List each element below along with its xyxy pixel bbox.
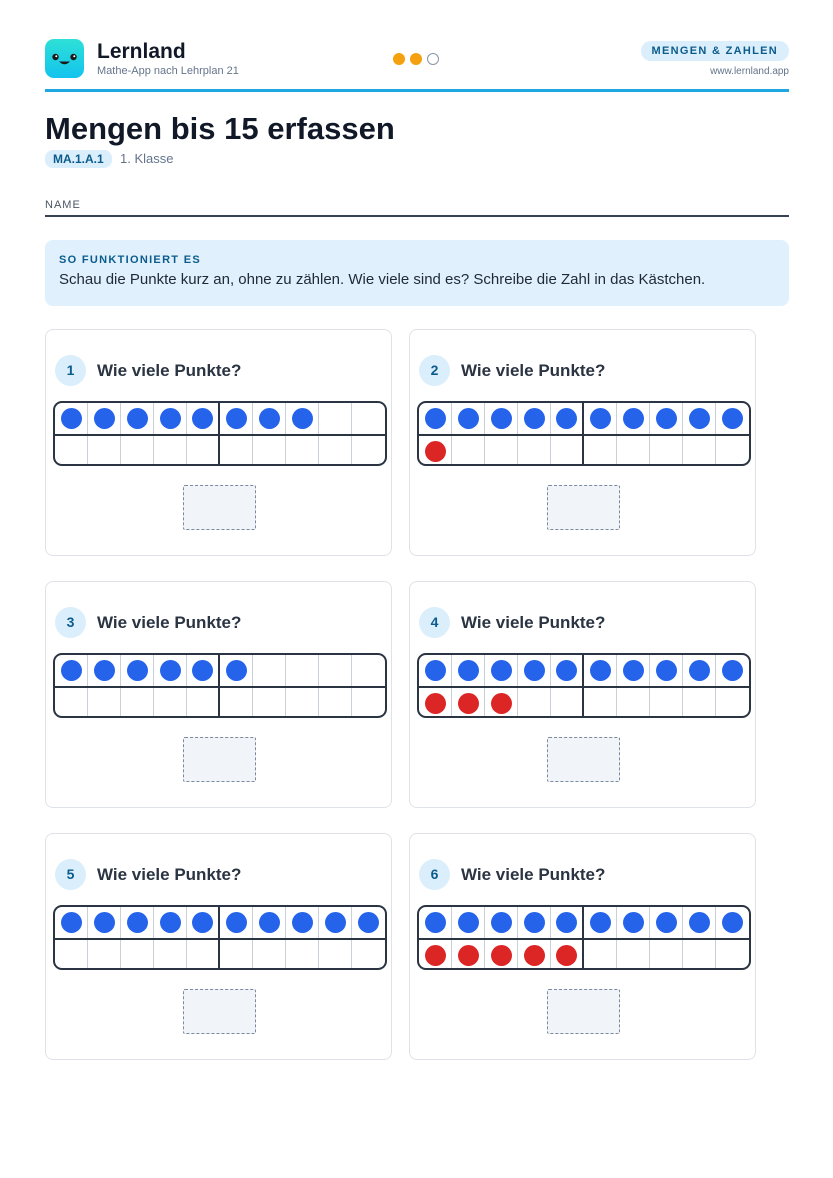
frame-cell (617, 940, 650, 970)
blue-counter-dot (722, 408, 743, 429)
frame-cell (617, 688, 650, 718)
page-title: Mengen bis 15 erfassen (45, 111, 395, 146)
grade-label: 1. Klasse (120, 151, 174, 166)
progress-dots (393, 53, 439, 65)
frame-cell (352, 436, 385, 466)
instructions-heading: SO FUNKTIONIERT ES (59, 254, 201, 266)
blue-counter-dot (556, 408, 577, 429)
lernland-logo-icon (45, 39, 84, 78)
task-question: Wie viele Punkte? (461, 613, 606, 632)
frame-cell (154, 688, 187, 718)
frame-cell (650, 940, 683, 970)
frame-cell (551, 436, 584, 466)
blue-counter-dot (226, 912, 247, 933)
frame-cell (55, 403, 88, 434)
task-number-badge: 3 (55, 607, 86, 638)
blue-counter-dot (192, 660, 213, 681)
task-question: Wie viele Punkte? (97, 361, 242, 380)
frame-cell (55, 907, 88, 938)
frame-cell (452, 907, 485, 938)
blue-counter-dot (292, 408, 313, 429)
answer-box[interactable] (547, 989, 620, 1034)
task-question: Wie viele Punkte? (461, 865, 606, 884)
frame-cell (551, 907, 584, 938)
red-counter-dot (524, 945, 545, 966)
frame-cell (650, 436, 683, 466)
topic-badge: MENGEN & ZAHLEN (641, 41, 789, 61)
blue-counter-dot (425, 912, 446, 933)
task-card (45, 833, 392, 1060)
frame-row-top (55, 403, 385, 436)
frame-cell (551, 403, 584, 434)
blue-counter-dot (556, 660, 577, 681)
blue-counter-dot (689, 408, 710, 429)
blue-counter-dot (127, 912, 148, 933)
frame-row-top (419, 907, 749, 940)
blue-counter-dot (61, 660, 82, 681)
twenty-frame (417, 653, 751, 718)
frame-cell (518, 655, 551, 686)
frame-cell (88, 403, 121, 434)
blue-counter-dot (556, 912, 577, 933)
frame-cell (683, 907, 716, 938)
frame-cell (187, 907, 220, 938)
task-question: Wie viele Punkte? (97, 865, 242, 884)
frame-cell (419, 907, 452, 938)
task-card (409, 833, 756, 1060)
frame-cell (683, 403, 716, 434)
blue-counter-dot (61, 912, 82, 933)
frame-cell (154, 436, 187, 466)
frame-cell (352, 688, 385, 718)
frame-cell (154, 655, 187, 686)
frame-cell (584, 907, 617, 938)
frame-cell (286, 688, 319, 718)
frame-cell (319, 436, 352, 466)
frame-cell (187, 688, 220, 718)
blue-counter-dot (689, 912, 710, 933)
progress-dot-filled (410, 53, 422, 65)
frame-cell (518, 907, 551, 938)
frame-cell (485, 655, 518, 686)
frame-row-top (55, 655, 385, 688)
frame-cell (88, 655, 121, 686)
frame-cell (187, 940, 220, 970)
blue-counter-dot (160, 408, 181, 429)
blue-counter-dot (425, 660, 446, 681)
frame-cell (220, 940, 253, 970)
frame-cell (154, 403, 187, 434)
frame-row-bottom (419, 940, 749, 970)
header (45, 38, 789, 90)
frame-cell (220, 907, 253, 938)
frame-row-top (419, 403, 749, 436)
frame-cell (716, 688, 749, 718)
frame-cell (716, 436, 749, 466)
brand-tagline: Mathe-App nach Lehrplan 21 (97, 65, 239, 77)
frame-cell (319, 655, 352, 686)
blue-counter-dot (61, 408, 82, 429)
frame-cell (220, 688, 253, 718)
blue-counter-dot (358, 912, 379, 933)
frame-cell (253, 655, 286, 686)
answer-box[interactable] (183, 485, 256, 530)
task-question: Wie viele Punkte? (461, 361, 606, 380)
blue-counter-dot (722, 912, 743, 933)
task-number-badge: 4 (419, 607, 450, 638)
frame-cell (286, 940, 319, 970)
frame-cell (716, 655, 749, 686)
blue-counter-dot (491, 912, 512, 933)
task-number-badge: 1 (55, 355, 86, 386)
frame-cell (286, 436, 319, 466)
red-counter-dot (556, 945, 577, 966)
frame-cell (716, 907, 749, 938)
frame-cell (551, 688, 584, 718)
frame-cell (121, 688, 154, 718)
blue-counter-dot (94, 660, 115, 681)
frame-cell (121, 655, 154, 686)
answer-box[interactable] (183, 737, 256, 782)
blue-counter-dot (94, 912, 115, 933)
blue-counter-dot (689, 660, 710, 681)
frame-cell (452, 688, 485, 718)
red-counter-dot (458, 693, 479, 714)
frame-cell (551, 940, 584, 970)
frame-cell (617, 403, 650, 434)
frame-row-bottom (55, 688, 385, 718)
frame-cell (518, 436, 551, 466)
blue-counter-dot (623, 408, 644, 429)
frame-cell (452, 940, 485, 970)
frame-cell (584, 436, 617, 466)
blue-counter-dot (458, 660, 479, 681)
frame-cell (121, 436, 154, 466)
twenty-frame (417, 401, 751, 466)
blue-counter-dot (94, 408, 115, 429)
frame-cell (319, 688, 352, 718)
frame-cell (452, 403, 485, 434)
red-counter-dot (491, 945, 512, 966)
frame-cell (683, 940, 716, 970)
frame-cell (352, 655, 385, 686)
frame-cell (650, 655, 683, 686)
frame-cell (88, 907, 121, 938)
twenty-frame (53, 401, 387, 466)
frame-cell (551, 655, 584, 686)
frame-cell (584, 403, 617, 434)
blue-counter-dot (192, 408, 213, 429)
frame-cell (88, 940, 121, 970)
frame-cell (352, 940, 385, 970)
answer-box[interactable] (547, 737, 620, 782)
task-card (45, 581, 392, 808)
frame-cell (683, 655, 716, 686)
frame-cell (55, 940, 88, 970)
frame-cell (121, 907, 154, 938)
frame-cell (716, 940, 749, 970)
frame-cell (121, 940, 154, 970)
blue-counter-dot (226, 408, 247, 429)
frame-cell (154, 907, 187, 938)
frame-cell (319, 940, 352, 970)
frame-cell (220, 403, 253, 434)
frame-cell (419, 655, 452, 686)
frame-row-top (55, 907, 385, 940)
instructions-box (45, 240, 789, 306)
frame-cell (419, 436, 452, 466)
blue-counter-dot (127, 408, 148, 429)
progress-dot-filled (393, 53, 405, 65)
blue-counter-dot (425, 408, 446, 429)
frame-cell (716, 403, 749, 434)
frame-cell (419, 688, 452, 718)
blue-counter-dot (491, 660, 512, 681)
frame-cell (286, 907, 319, 938)
frame-cell (319, 907, 352, 938)
frame-cell (88, 436, 121, 466)
blue-counter-dot (623, 912, 644, 933)
blue-counter-dot (160, 660, 181, 681)
frame-cell (485, 688, 518, 718)
frame-cell (485, 436, 518, 466)
frame-cell (650, 907, 683, 938)
frame-cell (187, 655, 220, 686)
frame-cell (518, 403, 551, 434)
blue-counter-dot (259, 912, 280, 933)
blue-counter-dot (292, 912, 313, 933)
blue-counter-dot (590, 912, 611, 933)
frame-cell (452, 655, 485, 686)
frame-row-bottom (419, 688, 749, 718)
frame-cell (187, 403, 220, 434)
twenty-frame (53, 653, 387, 718)
frame-cell (253, 907, 286, 938)
blue-counter-dot (524, 408, 545, 429)
twenty-frame (53, 905, 387, 970)
frame-cell (352, 907, 385, 938)
blue-counter-dot (458, 912, 479, 933)
answer-box[interactable] (183, 989, 256, 1034)
frame-cell (617, 436, 650, 466)
frame-cell (253, 436, 286, 466)
frame-cell (584, 688, 617, 718)
blue-counter-dot (226, 660, 247, 681)
frame-cell (286, 403, 319, 434)
blue-counter-dot (590, 408, 611, 429)
frame-cell (683, 688, 716, 718)
blue-counter-dot (127, 660, 148, 681)
website-url: www.lernland.app (710, 66, 789, 77)
frame-cell (286, 655, 319, 686)
frame-cell (518, 688, 551, 718)
blue-counter-dot (722, 660, 743, 681)
frame-cell (253, 403, 286, 434)
name-field-line[interactable] (45, 215, 789, 217)
blue-counter-dot (524, 660, 545, 681)
blue-counter-dot (192, 912, 213, 933)
frame-cell (220, 655, 253, 686)
progress-dot-empty (427, 53, 439, 65)
frame-cell (352, 403, 385, 434)
red-counter-dot (425, 945, 446, 966)
frame-cell (584, 655, 617, 686)
frame-cell (121, 403, 154, 434)
red-counter-dot (425, 441, 446, 462)
red-counter-dot (425, 693, 446, 714)
frame-cell (683, 436, 716, 466)
blue-counter-dot (491, 408, 512, 429)
task-card (409, 329, 756, 556)
task-number-badge: 6 (419, 859, 450, 890)
frame-row-top (419, 655, 749, 688)
blue-counter-dot (325, 912, 346, 933)
frame-cell (485, 907, 518, 938)
frame-cell (319, 403, 352, 434)
task-card (409, 581, 756, 808)
frame-row-bottom (55, 940, 385, 970)
frame-cell (518, 940, 551, 970)
frame-cell (55, 655, 88, 686)
frame-cell (419, 403, 452, 434)
curriculum-code-badge: MA.1.A.1 (45, 150, 112, 168)
frame-cell (617, 907, 650, 938)
frame-cell (650, 688, 683, 718)
red-counter-dot (491, 693, 512, 714)
frame-cell (88, 688, 121, 718)
task-card (45, 329, 392, 556)
frame-cell (650, 403, 683, 434)
blue-counter-dot (458, 408, 479, 429)
frame-cell (584, 940, 617, 970)
red-counter-dot (458, 945, 479, 966)
frame-cell (485, 940, 518, 970)
frame-cell (220, 436, 253, 466)
instructions-text: Schau die Punkte kurz an, ohne zu zählen. Wie viele sind es? Schreibe die Zahl in das Kästchen. (59, 271, 706, 288)
frame-cell (55, 436, 88, 466)
frame-cell (452, 436, 485, 466)
twenty-frame (417, 905, 751, 970)
name-field-label: NAME (45, 199, 81, 211)
worksheet-page (45, 38, 789, 884)
task-number-badge: 2 (419, 355, 450, 386)
frame-row-bottom (419, 436, 749, 466)
blue-counter-dot (160, 912, 181, 933)
frame-cell (55, 688, 88, 718)
frame-cell (485, 403, 518, 434)
frame-cell (187, 436, 220, 466)
frame-cell (253, 940, 286, 970)
blue-counter-dot (656, 660, 677, 681)
frame-cell (154, 940, 187, 970)
blue-counter-dot (656, 912, 677, 933)
brand-name: Lernland (97, 40, 186, 63)
task-number-badge: 5 (55, 859, 86, 890)
blue-counter-dot (590, 660, 611, 681)
blue-counter-dot (259, 408, 280, 429)
answer-box[interactable] (547, 485, 620, 530)
header-divider (45, 89, 789, 92)
frame-cell (419, 940, 452, 970)
blue-counter-dot (623, 660, 644, 681)
frame-cell (617, 655, 650, 686)
frame-row-bottom (55, 436, 385, 466)
blue-counter-dot (656, 408, 677, 429)
blue-counter-dot (524, 912, 545, 933)
task-question: Wie viele Punkte? (97, 613, 242, 632)
frame-cell (253, 688, 286, 718)
